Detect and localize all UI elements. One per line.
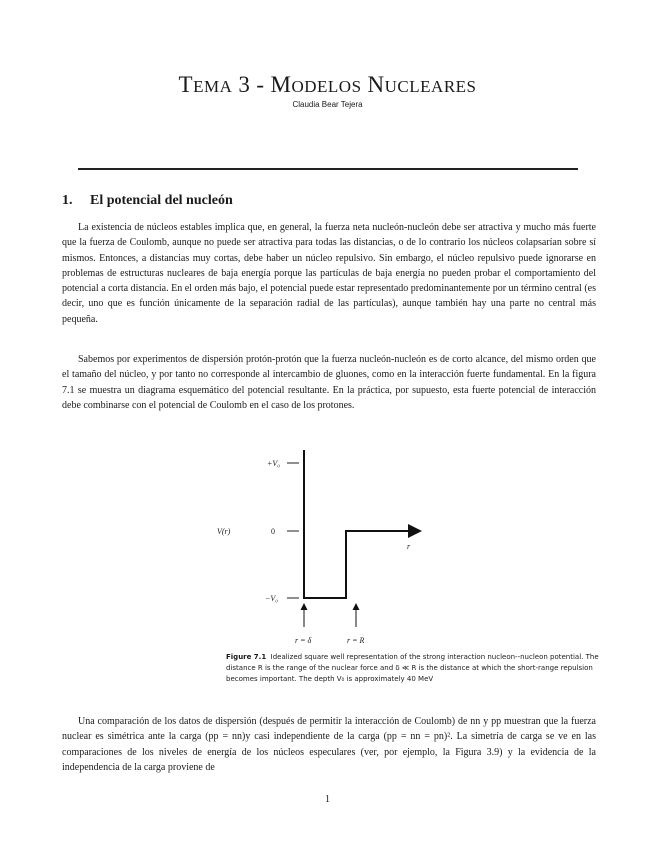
tick-minus-v0: −V₀ (265, 594, 279, 603)
figure-caption (226, 652, 606, 685)
potential-curve (304, 450, 420, 598)
title-divider (78, 168, 578, 170)
section-number: 1. (62, 193, 73, 208)
paragraph-1: La existencia de núcleos estables implica que, en general, la fuerza neta nucleón-nucleón debe ser atractiva y mucho más fuerte que la fuerza de Coulomb, aunque no puede ser atractiva para todas las distancias, o de lo contrario los núcleos colapsarían sobre sí mismos. Entonces, a distancias muy cortas, debe haber un núcleo repulsivo. Sin embargo, el núcleo repulsivo puede ignorarse en problemas de estructuras nucleares de baja energía porque las partículas de baja energía no pueden probar el comportamiento del potencial a corta distancia. En el orden más bajo, el potencial puede estar representado predominantemente por un término central (es decir, uno que es función únicamente de la separación radial de las partículas), aunque también hay una parte no central más pequeña. (62, 222, 596, 325)
tick-plus-v0: +V₀ (267, 459, 281, 468)
tick-zero: 0 (271, 527, 275, 536)
figure-caption-text: Idealized square well representation of the strong interaction nucleon--nucleon potential. The distance R is the range of the nuclear force and δ ≪ R is the distance at which the short-range repulsion becomes important. The depth V₀ is approximately 40 MeV (226, 653, 599, 683)
marker-R-label: r = R (347, 636, 365, 645)
paragraph-2: Sabemos por experimentos de dispersión protón-protón que la fuerza nucleón-nucleón es de corto alcance, del mismo orden que el tamaño del núcleo, y por tanto no corresponde al intercambio de gluones, como en la interacción fuerte fundamental. En la figura 7.1 se muestra un diagrama esquemático del potencial resultante. En la práctica, por supuesto, esta fuerte potencial de interacción debe combinarse con el potencial de Coulomb en el caso de los protones. (62, 354, 596, 411)
paragraph-3: Una comparación de los datos de dispersión (después de permitir la interacción de Coulomb) de nn y pp muestran que la fuerza nuclear es simétrica ante la carga (pp = nn)y casi independiente de la carga (pp = nn = pn)². La simetría de carga se ve en las comparaciones de los niveles de energía de los núcleos especulares (ver, por ejemplo, la Figura 3.9) y la evidencia de la independencia de la carga proviene de (62, 716, 596, 773)
section-heading (62, 193, 233, 209)
marker-delta-label: r = δ (295, 636, 312, 645)
paper-title: TEMA 3 - MODELOS NUCLEARES (178, 72, 477, 97)
author-name: Claudia Bear Tejera (292, 100, 363, 109)
y-axis-label: V(r) (217, 527, 231, 536)
figure-square-well (215, 450, 435, 650)
x-axis-label: r (407, 542, 411, 551)
page-number: 1 (325, 794, 330, 805)
figure-label: Figure 7.1 (226, 653, 267, 661)
section-title: El potencial del nucleón (90, 193, 233, 208)
